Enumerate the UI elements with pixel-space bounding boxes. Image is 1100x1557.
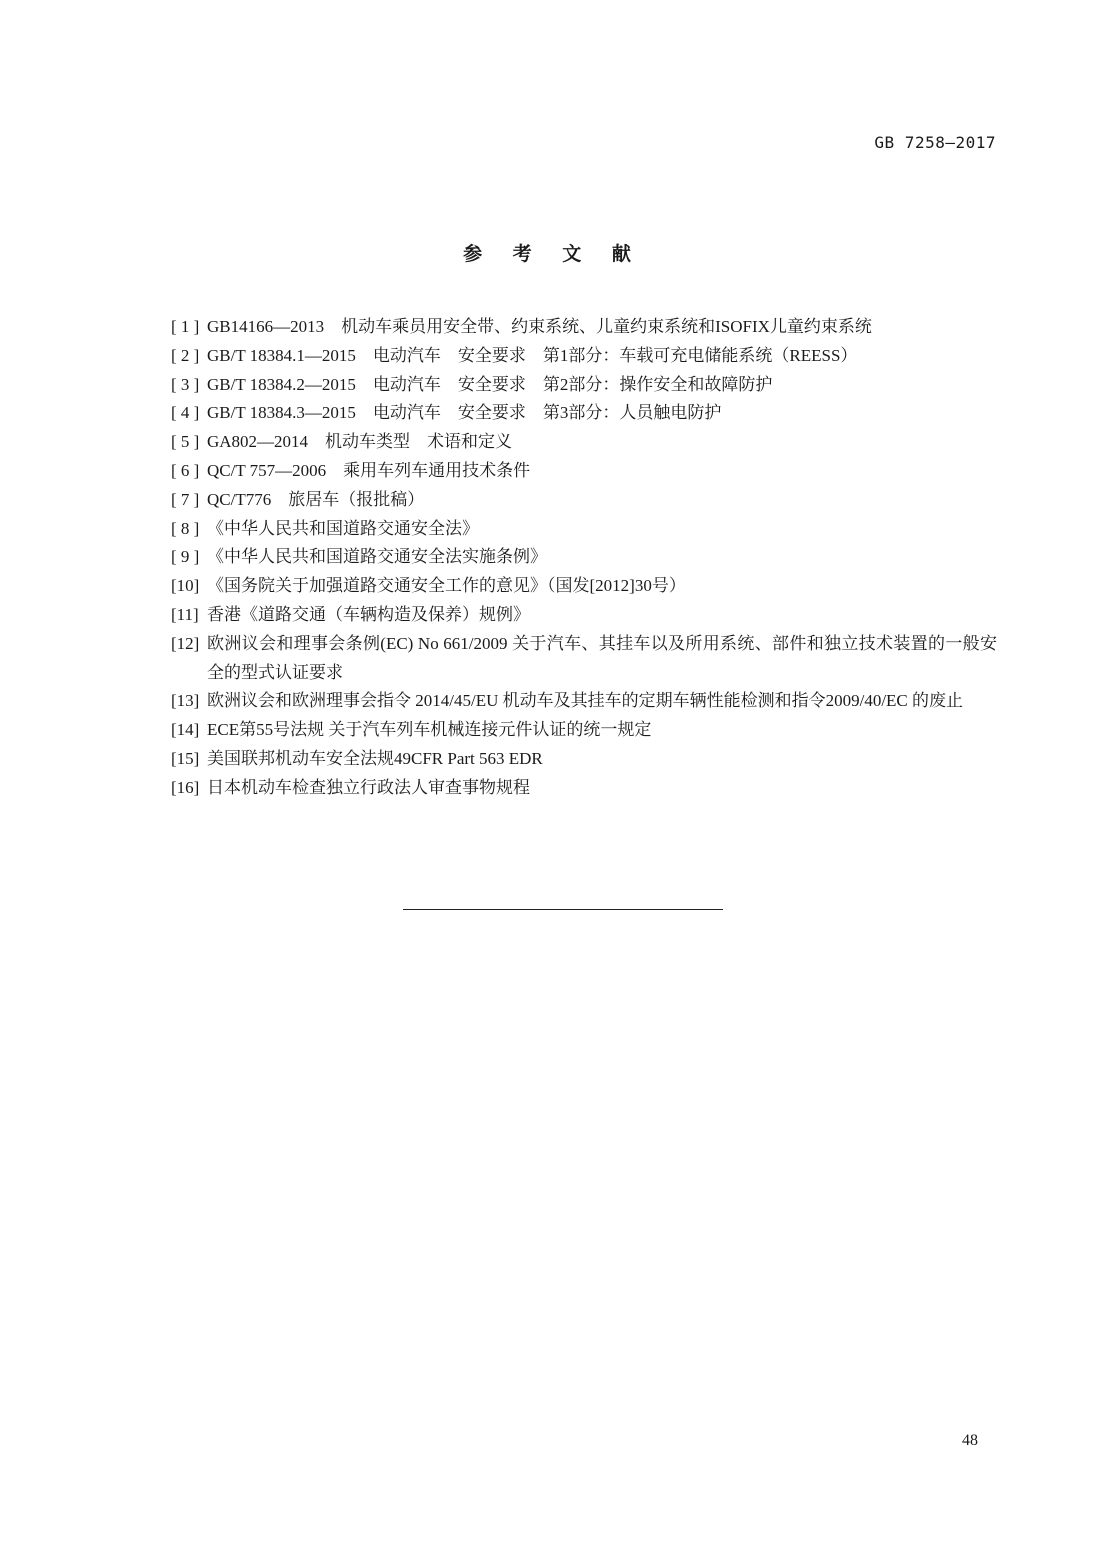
page-number: 48 [962, 1432, 978, 1449]
reference-text: QC/T 757—2006 乘用车列车通用技术条件 [207, 460, 531, 480]
reference-text: GB14166—2013 机动车乘员用安全带、约束系统、儿童约束系统和ISOFIX儿童约束系统 [207, 317, 872, 336]
reference-item [171, 572, 997, 601]
reference-item [171, 630, 997, 688]
reference-item [171, 687, 997, 716]
reference-item [171, 486, 997, 515]
end-divider [403, 909, 723, 910]
reference-text: 《中华人民共和国道路交通安全法实施条例》 [207, 547, 547, 567]
reference-text: ECE第55号法规 关于汽车列车机械连接元件认证的统一规定 [207, 720, 652, 740]
standard-code-header: GB 7258—2017 [874, 133, 996, 152]
reference-item [171, 601, 997, 630]
reference-item [171, 399, 997, 428]
reference-number: [15] [171, 748, 200, 768]
reference-text: QC/T776 旅居车（报批稿） [207, 489, 425, 509]
reference-text: 《中华人民共和国道路交通安全法》 [207, 518, 479, 538]
reference-text: GB/T 18384.1—2015 电动汽车 安全要求 第1部分：车载可充电储能系统（REESS） [207, 345, 858, 365]
reference-text: 《国务院关于加强道路交通安全工作的意见》（国发[2012]30号） [207, 576, 686, 596]
reference-item [171, 457, 997, 486]
reference-number: [14] [171, 720, 200, 740]
reference-number: [ 7 ] [171, 489, 200, 509]
reference-item [171, 342, 997, 371]
reference-number: [10] [171, 576, 200, 596]
reference-text: GB/T 18384.3—2015 电动汽车 安全要求 第3部分：人员触电防护 [207, 403, 722, 423]
reference-number: [ 4 ] [171, 403, 200, 423]
reference-item [171, 716, 997, 745]
reference-item [171, 371, 997, 400]
reference-text: 香港《道路交通（车辆构造及保养）规例》 [207, 604, 530, 624]
reference-text: 欧洲议会和欧洲理事会指令 2014/45/EU 机动车及其挂车的定期车辆性能检测和指令2009/40/EC 的废止 [207, 691, 964, 711]
reference-number: [12] [171, 633, 200, 653]
reference-number: [11] [171, 604, 199, 624]
reference-number: [ 6 ] [171, 460, 200, 480]
reference-number: [16] [171, 777, 200, 797]
reference-text: 日本机动车检查独立行政法人审查事物规程 [207, 777, 530, 797]
reference-text: 欧洲议会和理事会条例(EC) No 661/2009 关于汽车、其挂车以及所用系统、部件和独立技术装置的一般安全的型式认证要求 [207, 633, 997, 682]
reference-item [171, 428, 997, 457]
reference-text: GA802—2014 机动车类型 术语和定义 [207, 432, 513, 452]
reference-number: [ 8 ] [171, 518, 200, 538]
reference-text: 美国联邦机动车安全法规49CFR Part 563 EDR [207, 748, 543, 768]
reference-item [171, 515, 997, 544]
reference-item [171, 543, 997, 572]
reference-item [171, 313, 997, 342]
reference-item [171, 745, 997, 774]
reference-number: [ 1 ] [171, 317, 200, 336]
reference-number: [ 2 ] [171, 345, 200, 365]
reference-number: [ 5 ] [171, 432, 200, 452]
reference-number: [ 3 ] [171, 374, 200, 394]
reference-item [171, 774, 997, 803]
reference-text: GB/T 18384.2—2015 电动汽车 安全要求 第2部分：操作安全和故障防护 [207, 374, 773, 394]
reference-list [171, 313, 997, 803]
reference-number: [ 9 ] [171, 547, 200, 567]
reference-number: [13] [171, 691, 200, 711]
references-title: 参 考 文 献 [463, 243, 643, 265]
